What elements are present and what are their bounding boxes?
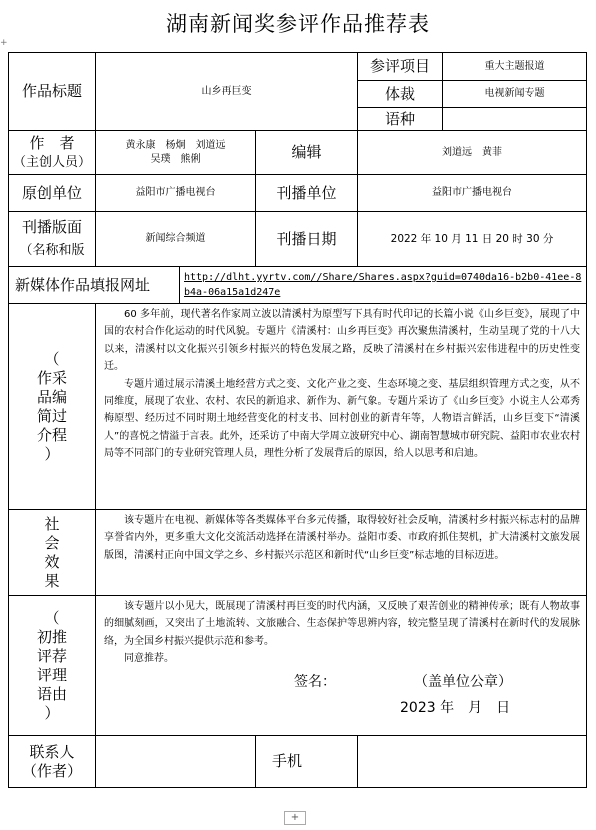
contact-label-sub: （作者） [21,761,82,780]
effect-label-line: 果 [44,571,60,590]
table-handle-icon[interactable]: + [0,38,8,48]
phone-value[interactable] [358,736,587,788]
origin-unit-value[interactable]: 益阳市广播电视台 [96,175,256,212]
intro-label-line: （ [44,349,60,368]
newmedia-url-link[interactable]: http://dlht.yyrtv.com//Share/Shares.aspx?guid=0740da16-b2b0-41ee-8b4a-06a15a1d247e [180,267,587,304]
recommend-paragraph: 该专题片以小见大，既展现了清溪村再巨变的时代内涵，又反映了艰苦创业的精神传承；既有人物故事的细腻刻画，又突出了土地流转、文旅融合、生态保护等思辨内容，较完整呈现了清溪村在新时代的发展脉络，为全国乡村振兴提供示范和参考。 [104,601,580,647]
genre-value[interactable]: 电视新闻专题 [443,81,587,108]
edition-value[interactable]: 新闻综合频道 [96,212,256,267]
recommend-label [9,596,96,736]
intro-paragraph-2: 专题片通过展示清溪土地经营方式之变、文化产业之变、生态环境之变、基层组织管理方式之变，从不同维度，展现了农业、农村、农民的新追求、新作为、新气象。专题片采访了《山乡巨变》小说主人公邓秀梅原型、经历过不同时期土地经营变化的村支书、回村创业的新青年等，人物语言鲜活，山乡巨变下“清溪人”的喜悦之情溢于言表。此外，还采访了中南大学周立波研究中心、湖南智慧城市研究院、益阳市农业农村局等不同部门的专业研究管理人员，理性分析了发展背后的原因，给人以思考和启迪。 [104,378,580,460]
author-label-sub: （主创人员） [12,154,91,170]
recommend-text[interactable] [96,596,587,736]
editor-label: 编辑 [256,131,358,175]
author-value-line2: 吴璞 熊俐 [150,153,201,165]
contact-value[interactable] [96,736,256,788]
edition-label [9,212,96,267]
effect-paragraph: 该专题片在电视、新媒体等各类媒体平台多元传播，取得较好社会反响，清溪村乡村振兴标志村的品牌享誉省内外，更多重大文化交流活动选择在清溪村举办。益阳市委、市政府抓住契机，扩大清溪村文旅发展版图，清溪村正向中国文学之乡、乡村振兴示范区和新时代“山乡巨变”标志地的目标迈进。 [104,515,580,561]
recommend-label-line: 语由 [36,684,67,703]
author-label [9,131,96,175]
signature-label: 签名： [294,673,336,690]
category-value[interactable]: 重大主题报道 [443,53,587,81]
seal-label: （盖单位公章） [414,673,512,690]
origin-unit-label: 原创单位 [9,175,96,212]
effect-label-line: 效 [44,552,60,571]
publish-unit-label: 刊播单位 [256,175,358,212]
sign-date: 2023 年 月 日 [400,699,511,716]
intro-label-line: 简过 [36,406,67,425]
recommend-label-line: （ [44,608,60,627]
effect-text[interactable] [96,510,587,596]
intro-label-line: ） [44,444,60,463]
newmedia-label: 新媒体作品填报网址 [9,267,180,304]
title-label: 作品标题 [9,53,96,131]
author-value[interactable] [96,131,256,175]
edition-label-main: 刊播版面 [21,218,82,236]
recommend-label-line: 评荐 [36,646,67,665]
effect-label-line: 会 [44,533,60,552]
effect-label [9,510,96,596]
category-label: 参评项目 [358,53,443,81]
recommend-label-line: 评理 [36,665,67,684]
intro-label [9,304,96,510]
recommend-label-line: ） [44,703,60,722]
intro-label-line: 品编 [36,387,67,406]
title-value[interactable]: 山乡再巨变 [96,53,358,131]
publish-date-value[interactable]: 2022 年 10 月 11 日 20 时 30 分 [358,212,587,267]
editor-value[interactable]: 刘道远 黄菲 [358,131,587,175]
recommend-label-line: 初推 [36,627,67,646]
genre-label: 体裁 [358,81,443,108]
page-title: 湖南新闻奖参评作品推荐表 [166,12,430,36]
contact-label-main: 联系人 [29,742,75,761]
publish-date-label: 刊播日期 [256,212,358,267]
publish-unit-value[interactable]: 益阳市广播电视台 [358,175,587,212]
author-value-line1: 黄永康 杨炯 刘道远 [125,139,226,151]
edition-label-sub: （名称和版 [19,243,85,258]
phone-label: 手机 [256,736,358,788]
recommend-agree: 同意推荐。 [124,653,174,665]
intro-label-line: 介程 [36,425,67,444]
contact-label [9,736,96,788]
effect-label-line: 社 [44,514,60,533]
intro-text[interactable] [96,304,587,510]
add-row-button[interactable]: + [284,811,306,825]
author-label-main: 作 者 [29,133,75,152]
language-value[interactable] [443,108,587,131]
intro-label-line: 作采 [36,368,67,387]
intro-paragraph-1: 60 多年前，现代著名作家周立波以清溪村为原型写下具有时代印记的长篇小说《山乡巨变》，展现了中国的农村合作化运动的时代风貌。专题片《清溪村：山乡再巨变》再次聚焦清溪村，生动呈现了党的十八大以来，清溪村以文化振兴引领乡村振兴的特色发展之路，反映了清溪村在乡村振兴宏伟进程中的历史性变迁。 [104,309,580,373]
language-label: 语种 [358,108,443,131]
recommendation-form-table [8,52,587,788]
